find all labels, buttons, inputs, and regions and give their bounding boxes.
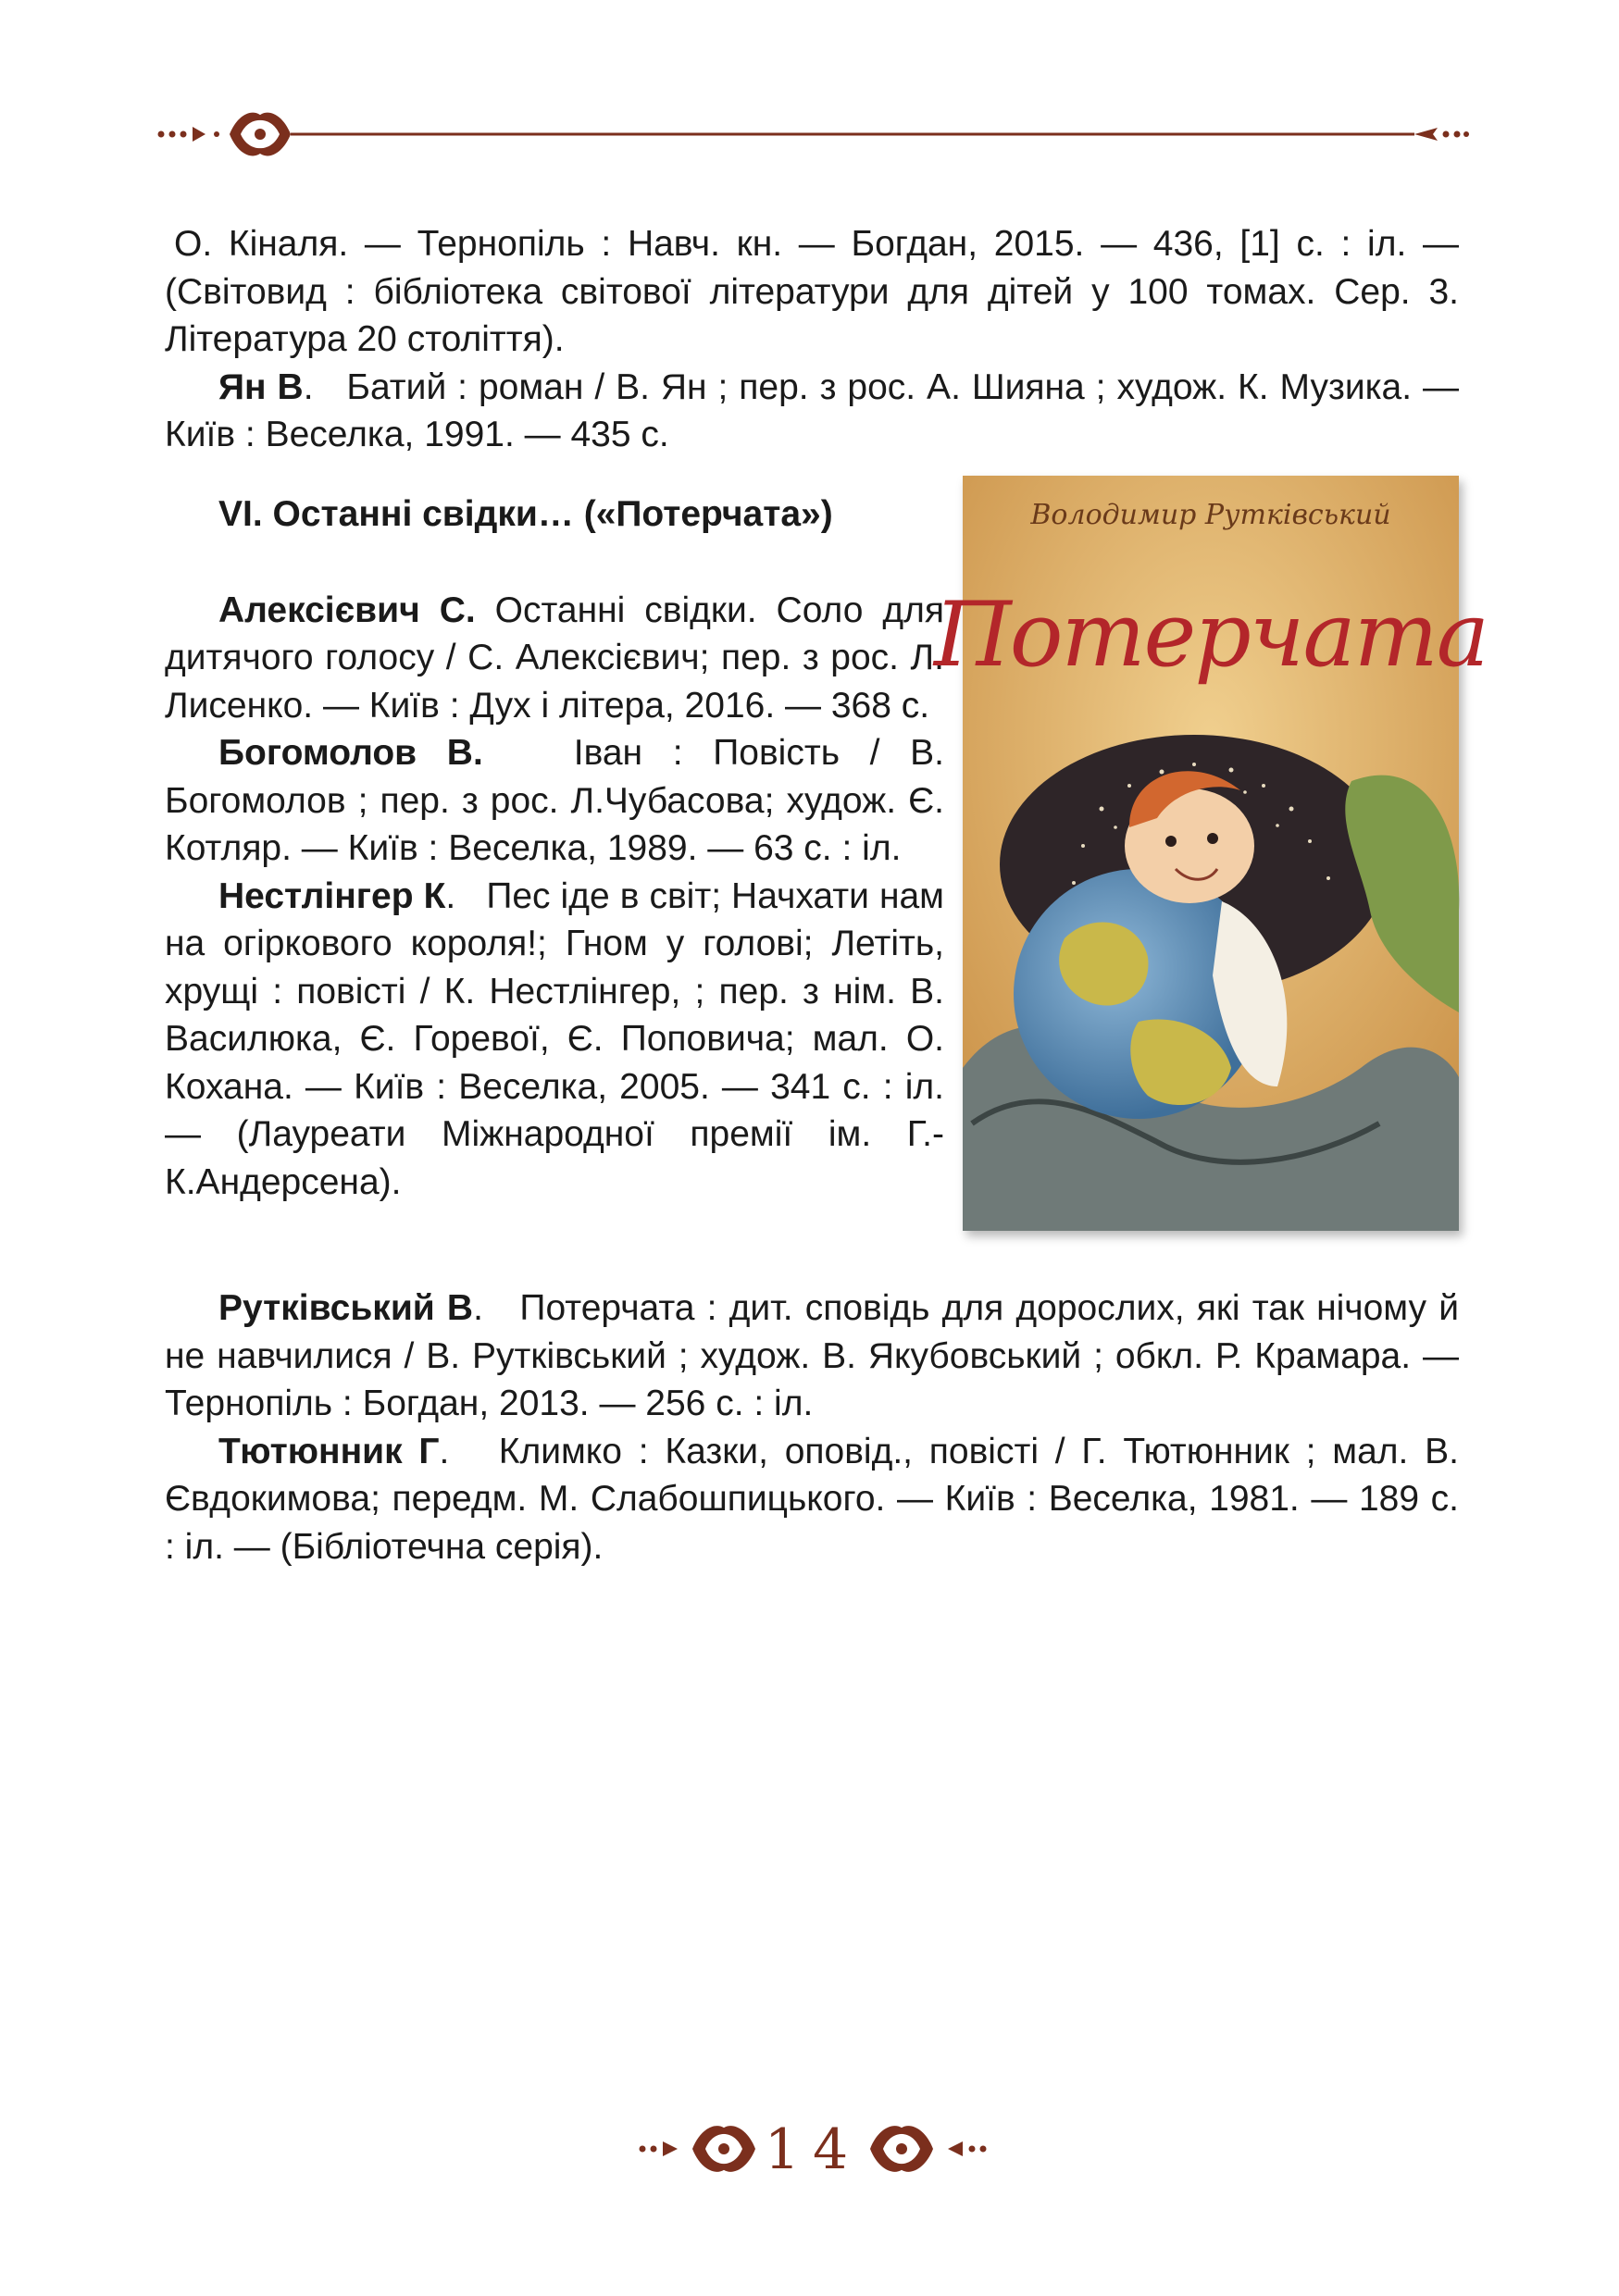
entry-author: Тютюнник Г: [218, 1431, 440, 1471]
entry-text: Пес іде в світ; Начхати нам на огіркового короля!; Гном у голові; Летіть, хрущі : повісті / К. Нестлінгер, ; пер. з нім. В. Василюка, Є. Горевої, Є. Поповича; мал. О. Кохана. — Київ : Веселка, 2005. — 341 с. : іл. — (Лауреати Міжнародної премії ім. Г.-К.Андерсена).: [165, 875, 944, 1202]
entry-author: Богомолов В.: [218, 733, 483, 773]
bib-entry: Ян В. Батий : роман / В. Ян ; пер. з рос. А. Шияна ; худож. К. Музика. — Київ : Веселка, 1991. — 435 с.: [165, 366, 1459, 454]
entry-author: Рутківський В: [218, 1288, 474, 1328]
section-heading: VI. Останні свідки… («Потерчата»): [218, 494, 833, 534]
entry-text: Останні свідки. Соло для дитячого голосу / С. Алексієвич; пер. з рос. Л. Лисенко. — Київ : Дух і літера, 2016. — 368 с.: [165, 590, 944, 726]
cover-author: Володимир Рутківський: [1030, 499, 1391, 531]
entry-text: Іван : Повість / В. Богомолов ; пер. з рос. Л.Чубасова; худож. Є. Котляр. — Київ : Веселка, 1989. — 63 с. : іл.: [165, 733, 944, 868]
bibliography-top: [165, 220, 1459, 459]
bib-entry: Нестлінгер К. Пес іде в світ; Начхати нам на огіркового короля!; Гном у голові; Летіть, хрущі : повісті / К. Нестлінгер, ; пер. з нім. В. Василюка, Є. Горевої, Є. Поповича; мал. О. Кохана. — Київ : Веселка, 2005. — 341 с. : іл. — (Лауреати Міжнародної премії ім. Г.-К.Андерсена).: [165, 875, 944, 1202]
top-ornament-divider-icon: [156, 102, 1470, 167]
entry-author: Нестлінгер К: [218, 875, 446, 916]
bibliography-bottom: [165, 1285, 1459, 1570]
entry-text: Климко : Казки, оповід., повісті / Г. Тютюнник ; мал. В. Євдокимова; передм. М. Слабошпицького. — Київ : Веселка, 1981. — 189 с. : іл. — (Бібліотечна серія).: [165, 1431, 1460, 1567]
entry-text: Батий : роман / В. Ян ; пер. з рос. А. Шияна ; худож. К. Музика. — Київ : Веселка, 1991. — 435 с.: [165, 366, 1459, 454]
entry-author: Ян В: [218, 366, 304, 407]
bib-entry: [165, 587, 944, 730]
bib-entry: Тютюнник Г. Климко : Казки, оповід., повісті / Г. Тютюнник ; мал. В. Євдокимова; передм. М. Слабошпицького. — Київ : Веселка, 1981. — 189 с. : іл. — (Бібліотечна серія).: [165, 1431, 1460, 1567]
page-number: 14: [764, 2117, 862, 2182]
entry-author: Алексієвич С.: [218, 590, 476, 630]
entry-text: Потерчата : дит. сповідь для дорослих, які так нічому й не навчилися / В. Рутківський ; худож. В. Якубовський ; обкл. Р. Крамара. — Тернопіль : Богдан, 2013. — 256 с. : іл.: [165, 1288, 1459, 1423]
cover-title: Потерчата: [933, 583, 1488, 687]
bib-entry: [165, 729, 944, 873]
bibliography-section-vi: [165, 490, 944, 1206]
continuation-text: О. Кіналя. — Тернопіль : Навч. кн. — Богдан, 2015. — 436, [1] с. : іл. — (Світовид : бібліотека світової літератури для дітей у 100 томах. Сер. 3. Література 20 століття).: [165, 224, 1459, 359]
bib-entry: Рутківський В. Потерчата : дит. сповідь для дорослих, які так нічому й не навчилися / В. Рутківський ; худож. В. Якубовський ; обкл. Р. Крамара. — Тернопіль : Богдан, 2013. — 256 с. : іл.: [165, 1288, 1459, 1423]
book-cover-image: [933, 476, 1488, 1231]
